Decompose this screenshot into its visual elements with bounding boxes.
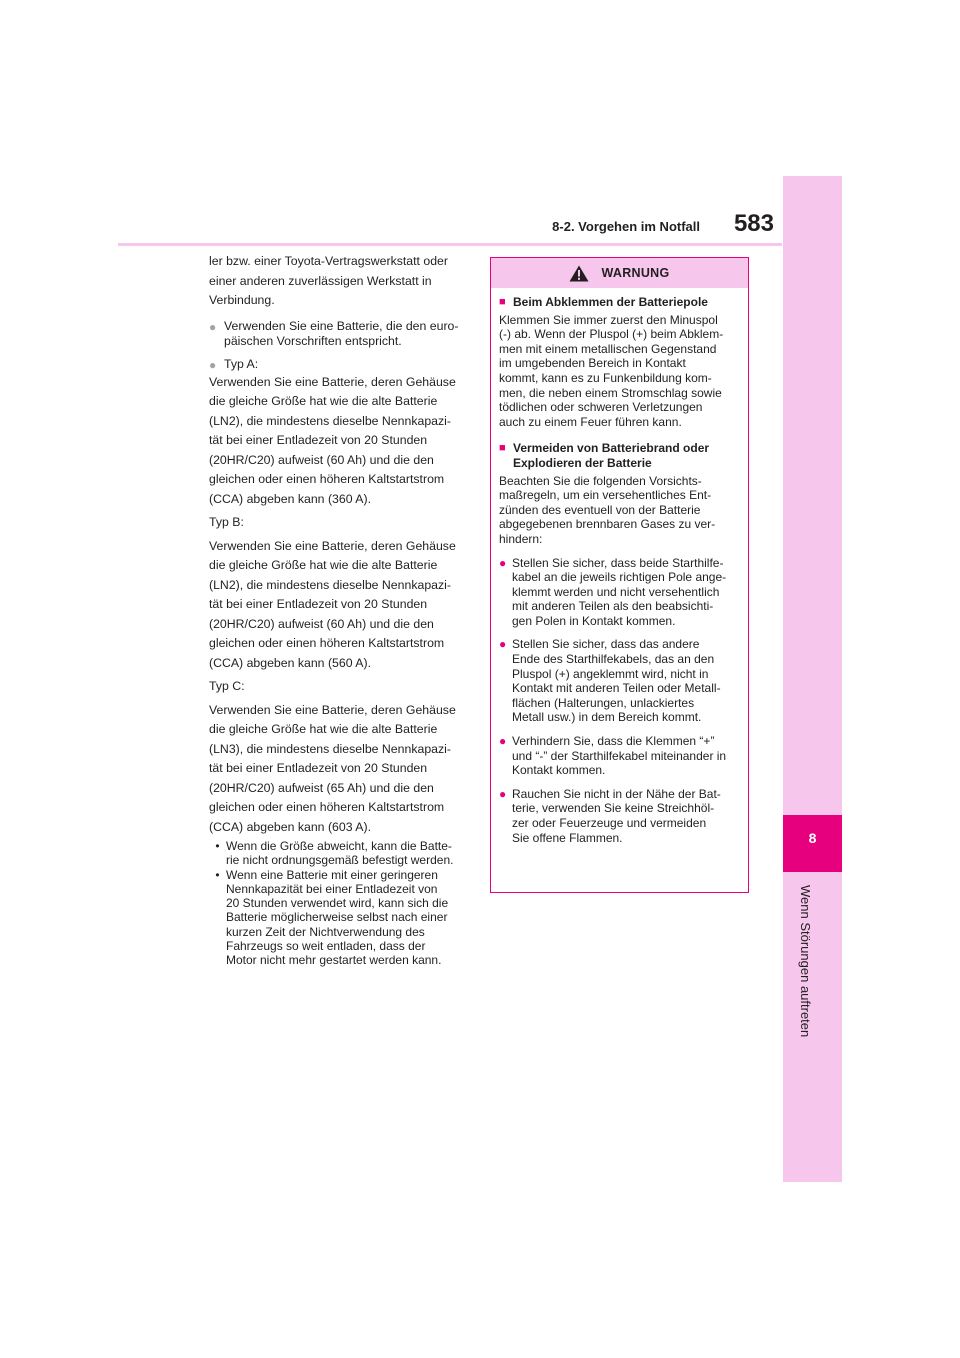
warning-title: WARNUNG	[601, 266, 670, 280]
typ-a-line: (20HR/C20) aufweist (60 Ah) und die den	[209, 452, 434, 467]
typ-c-line: die gleiche Größe hat wie die alte Batterie	[209, 722, 438, 736]
typ-b-line: (LN2), die mindestens dieselbe Nennkapazi-	[209, 577, 451, 592]
note-line: rie nicht ordnungsgemäß befestigt werden.	[226, 853, 454, 868]
note-line: Wenn die Größe abweicht, kann die Batte-	[226, 839, 452, 853]
section-title: 8-2. Vorgehen im Notfall	[552, 219, 700, 234]
warning-line: men mit einem metallischen Gegenstand	[499, 341, 717, 356]
typ-b-line: Verwenden Sie eine Batterie, deren Gehäuse	[209, 538, 456, 553]
warning-bullet-line: flächen (Halterungen, unlackiertes	[512, 695, 695, 710]
warning-bullet	[499, 734, 740, 778]
square-bullet-icon: ■	[499, 296, 506, 308]
warning-bullet-line: terie, verwenden Sie keine Streichhöl-	[512, 801, 715, 816]
warning-heading	[499, 295, 740, 310]
warning-heading	[499, 441, 740, 470]
warning-heading-text: Vermeiden von Batteriebrand oder	[513, 441, 710, 456]
bullet-line: päischen Vorschriften entspricht.	[224, 333, 402, 348]
note-bullet-icon: •	[215, 867, 220, 882]
bullet-dot-icon: ●	[209, 319, 217, 334]
warning-paragraph	[499, 313, 740, 430]
warning-bullet	[499, 556, 740, 629]
typ-a-line: (LN2), die mindestens dieselbe Nennkapazi-	[209, 413, 451, 428]
warning-triangle-icon	[569, 265, 589, 282]
warning-bullet-line: Stellen Sie sicher, dass beide Starthilfe-	[512, 555, 724, 570]
typ-a-line: tät bei einer Entladezeit von 20 Stunden	[209, 433, 428, 447]
warning-bullet-line: Stellen Sie sicher, dass das andere	[512, 637, 700, 652]
warning-line: maßregeln, um ein versehentliches Ent-	[499, 488, 712, 503]
left-column	[209, 252, 471, 968]
warning-line: tödlichen oder schweren Verletzungen	[499, 400, 703, 415]
bullet-dot-icon: ●	[499, 786, 507, 801]
typ-b-line: die gleiche Größe hat wie die alte Batterie	[209, 558, 438, 572]
warning-bullet-line: Ende des Starthilfekabels, das an den	[512, 652, 715, 667]
warning-bullet-line: und “-” der Starthilfekabel miteinander in	[512, 748, 727, 763]
intro-line: Verbindung.	[209, 293, 275, 307]
typ-b-line: gleichen oder einen höheren Kaltstartstrom	[209, 636, 445, 650]
warning-bullet-line: klemmt werden und nicht versehentlich	[512, 584, 720, 599]
typ-b-line: (CCA) abgeben kann (560 A).	[209, 655, 372, 670]
warning-line: (-) ab. Wenn der Pluspol (+) beim Abklem-	[499, 327, 724, 342]
note-line: Batterie möglicherweise selbst nach einer	[226, 910, 448, 925]
typ-c-label: Typ C:	[209, 679, 245, 693]
warning-line: Klemmen Sie immer zuerst den Minuspol	[499, 312, 718, 327]
warning-line: auch zu einem Feuer führen kann.	[499, 414, 682, 429]
typ-a-line: die gleiche Größe hat wie die alte Batterie	[209, 394, 438, 408]
warning-bullet	[499, 787, 740, 845]
warning-bullet-line: Pluspol (+) angeklemmt wird, nicht in	[512, 666, 709, 681]
typ-c-line: Verwenden Sie eine Batterie, deren Gehäuse	[209, 702, 456, 717]
typ-c-line: (LN3), die mindestens dieselbe Nennkapazi-	[209, 741, 451, 756]
warning-bullet-line: Rauchen Sie nicht in der Nähe der Bat-	[512, 786, 721, 801]
warning-bullet-line: Verhindern Sie, dass die Klemmen “+”	[512, 734, 715, 749]
intro-line: einer anderen zuverlässigen Werkstatt in	[209, 273, 432, 288]
bullet-dot-icon: ●	[499, 555, 507, 570]
intro-line: ler bzw. einer Toyota-Vertragswerkstatt oder	[209, 254, 448, 268]
warning-line: kommt, kann es zu Funkenbildung kom-	[499, 370, 712, 385]
typ-a-line: (CCA) abgeben kann (360 A).	[209, 491, 372, 506]
typ-c-line: gleichen oder einen höheren Kaltstartstrom	[209, 800, 445, 814]
header-rule	[118, 243, 782, 246]
warning-body	[491, 288, 748, 845]
typ-c-line: (CCA) abgeben kann (603 A).	[209, 819, 372, 834]
warning-line: abgegebenen brennbaren Gases zu ver-	[499, 517, 716, 532]
warning-heading-text: Explodieren der Batterie	[513, 455, 652, 470]
warning-bullet-line: Kontakt mit anderen Teilen oder Metall-	[512, 681, 721, 696]
note-line: Wenn eine Batterie mit einer geringeren	[226, 867, 438, 882]
typ-b-label: Typ B:	[209, 515, 244, 529]
warning-paragraph	[499, 474, 740, 547]
note-bullet-icon: •	[215, 839, 220, 853]
warning-bullet-line: Sie offene Flammen.	[512, 830, 623, 845]
warning-line: men, die neben einem Stromschlag sowie	[499, 385, 722, 400]
warning-bullet-line: zer oder Feuerzeuge und vermeiden	[512, 816, 707, 830]
page-number: 583	[733, 210, 774, 237]
warning-box	[490, 257, 749, 893]
typ-c-line: tät bei einer Entladezeit von 20 Stunden	[209, 761, 428, 775]
warning-bullet-line: Kontakt kommen.	[512, 763, 606, 778]
warning-line: hindern:	[499, 531, 543, 546]
warning-line: im umgebenden Bereich in Kontakt	[499, 356, 686, 371]
warning-bullet-line: gen Polen in Kontakt kommen.	[512, 613, 676, 628]
typ-a-line: Verwenden Sie eine Batterie, deren Gehäuse	[209, 374, 456, 389]
square-bullet-icon: ■	[499, 442, 506, 455]
warning-line: zünden des eventuell von der Batterie	[499, 502, 701, 517]
warning-header	[491, 258, 748, 288]
bullet-dot-icon: ●	[499, 637, 507, 652]
typ-b-line: (20HR/C20) aufweist (60 Ah) und die den	[209, 616, 434, 631]
bullet-item	[209, 357, 471, 373]
warning-line: Beachten Sie die folgenden Vorsichts-	[499, 473, 702, 488]
warning-bullet	[499, 637, 740, 725]
note-line: kurzen Zeit der Nichtverwendung des	[226, 924, 425, 939]
typ-a-line: gleichen oder einen höheren Kaltstartstrom	[209, 472, 445, 486]
chapter-label: Wenn Störungen auftreten	[798, 885, 813, 1038]
typ-b-line: tät bei einer Entladezeit von 20 Stunden	[209, 597, 428, 611]
warning-heading-text: Beim Abklemmen der Batteriepole	[513, 295, 708, 309]
warning-bullet-line: Metall usw.) in dem Bereich kommt.	[512, 710, 702, 725]
bullet-line: Verwenden Sie eine Batterie, die den euro-	[224, 318, 459, 333]
note-line: Motor nicht mehr gestartet werden kann.	[226, 953, 442, 968]
notes-list	[209, 839, 471, 968]
note-line: Fahrzeugs so weit entladen, dass der	[226, 939, 426, 954]
note-item	[209, 868, 471, 968]
bullet-item	[209, 319, 471, 349]
bullet-dot-icon: ●	[209, 357, 217, 372]
note-line: Nennkapazität bei einer Entladezeit von	[226, 881, 438, 896]
typ-c-line: (20HR/C20) aufweist (65 Ah) und die den	[209, 780, 434, 795]
bullet-line: Typ A:	[224, 356, 259, 371]
chapter-number: 8	[808, 830, 817, 846]
bullet-dot-icon: ●	[499, 734, 507, 749]
warning-bullet-line: kabel an die jeweils richtigen Pole ange-	[512, 570, 727, 585]
note-line: 20 Stunden verwendet wird, kann sich die	[226, 896, 449, 911]
note-item	[209, 839, 471, 868]
warning-bullet-line: mit anderen Teilen als den beabsichti-	[512, 599, 714, 614]
